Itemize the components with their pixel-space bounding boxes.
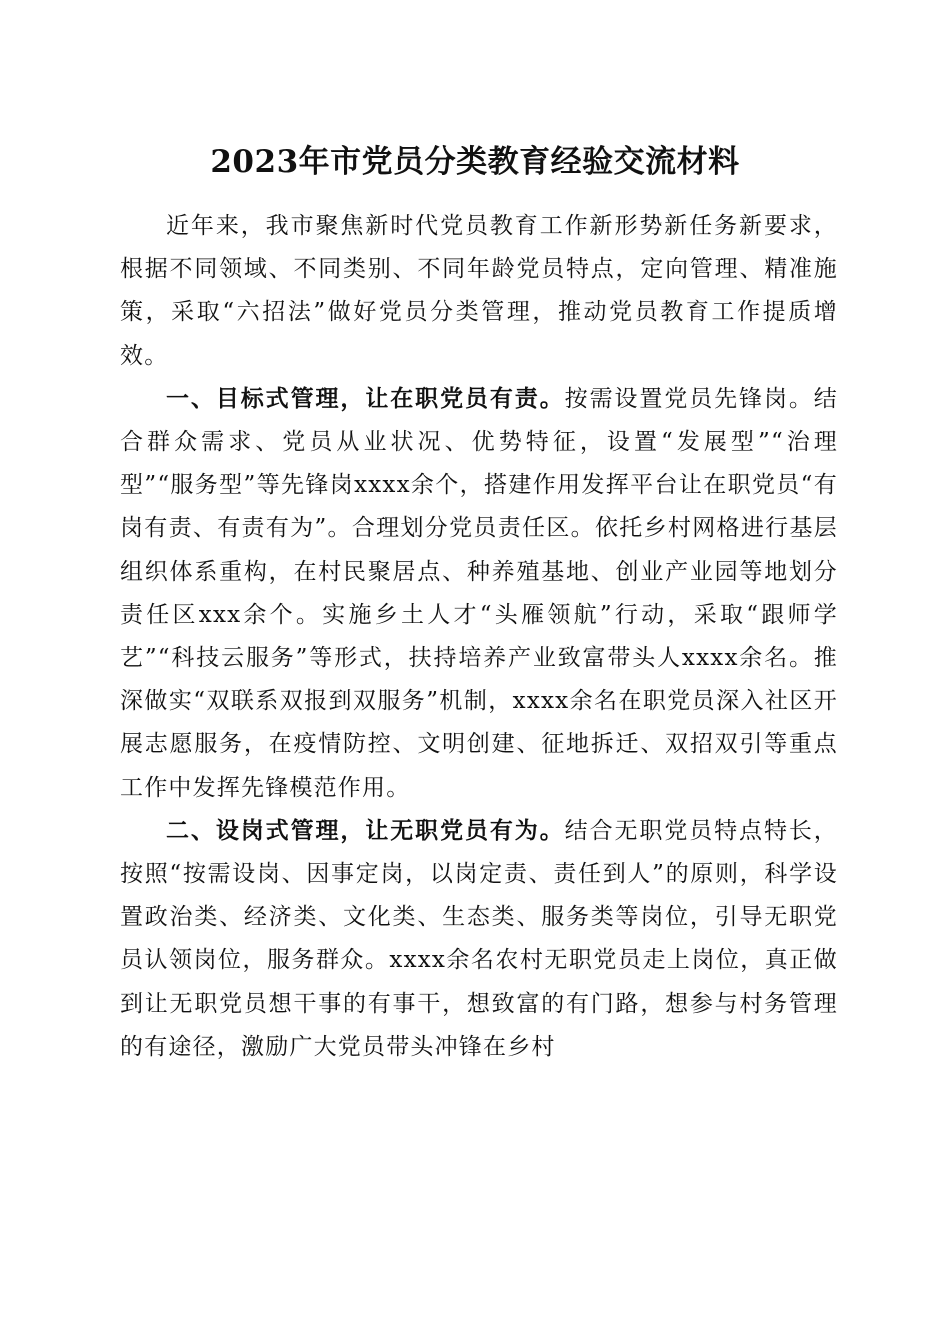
document-title: 2023年市党员分类教育经验交流材料: [210, 144, 740, 180]
paragraph-section-1: [120, 378, 838, 810]
section-2-text: 结合无职党员特点特长，按照“按需设岗、因事定岗，以岗定责、责任到人”的原则，科学设置政治类、经济类、文化类、生态类、服务类等岗位，引导无职党员认领岗位，服务群众。xxxx余名农村无职党员走上岗位，真正做到让无职党员想干事的有事干，想致富的有门路，想参与村务管理的有途径，激励广大党员带头冲锋在乡村: [120, 817, 839, 1060]
document-body: [120, 205, 838, 1069]
section-2-heading: 二、设岗式管理，让无职党员有为。: [166, 817, 565, 844]
paragraph-section-2: [120, 810, 838, 1069]
paragraph-intro-text: 近年来，我市聚焦新时代党员教育工作新形势新任务新要求，根据不同领域、不同类别、不同年龄党员特点，定向管理、精准施策，采取“六招法”做好党员分类管理，推动党员教育工作提质增效。: [120, 213, 838, 369]
paragraph-intro: [120, 205, 838, 378]
section-1-text: 按需设置党员先锋岗。结合群众需求、党员从业状况、优势特征，设置“发展型”“治理型”“服务型”等先锋岗xxxx余个，搭建作用发挥平台让在职党员“有岗有责、有责有为”。合理划分党员责任区。依托乡村网格进行基层组织体系重构，在村民聚居点、种养殖基地、创业产业园等地划分责任区xxx余个。实施乡土人才“头雁领航”行动，采取“跟师学艺”“科技云服务”等形式，扶持培养产业致富带头人xxxx余名。推深做实“双联系双报到双服务”机制，xxxx余名在职党员深入社区开展志愿服务，在疫情防控、文明创建、征地拆迁、双招双引等重点工作中发挥先锋模范作用。: [120, 385, 839, 801]
section-1-heading: 一、目标式管理，让在职党员有责。: [166, 385, 565, 412]
